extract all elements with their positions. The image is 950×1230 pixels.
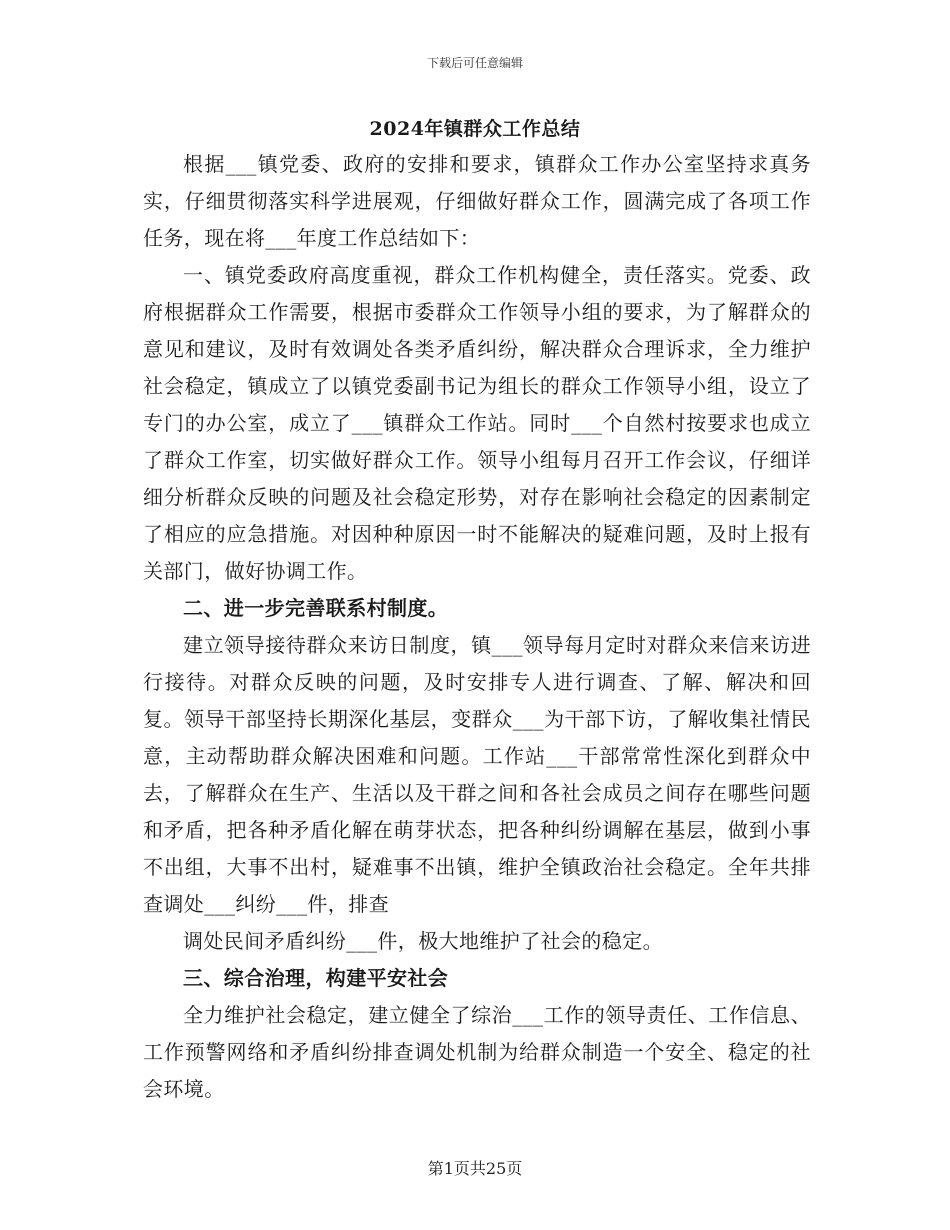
paragraph-section-1: 一、镇党委政府高度重视，群众工作机构健全，责任落实。党委、政府根据群众工作需要，根据市委群众工作领导小组的要求，为了解群众的意见和建议，及时有效调处各类矛盾纠纷，解决群众合理诉求，全力维护社会稳定，镇成立了以镇党委副书记为组长的群众工作领导小组，设立了专门的办公室，成立了___镇群众工作站。同时___个自然村按要求也成立了群众工作室，切实做好群众工作。领导小组每月召开工作会议，仔细详细分析群众反映的问题及社会稳定形势，对存在影响社会稳定的因素制定了相应的应急措施。对因种种原因一时不能解决的疑难问题，及时上报有关部门，做好协调工作。 xyxy=(143,263,811,583)
header-note: 下载后可任意编辑 xyxy=(426,56,523,70)
paragraph-section-2-cont: 调处民间矛盾纠纷___件，极大地维护了社会的稳定。 xyxy=(183,929,663,953)
document-body xyxy=(143,146,811,1108)
page-footer: 第1页共25页 xyxy=(427,1159,523,1178)
paragraph-intro: 根据___镇党委、政府的安排和要求，镇群众工作办公室坚持求真务实，仔细贯彻落实科学进展观，仔细做好群众工作，圆满完成了各项工作任务，现在将___年度工作总结如下： xyxy=(143,152,811,250)
section-heading-3: 三、综合治理，构建平安社会 xyxy=(183,966,449,990)
paragraph-section-3: 全力维护社会稳定，建立健全了综治___工作的领导责任、工作信息、工作预警网络和矛盾纠纷排查调处机制为给群众制造一个安全、稳定的社会环境。 xyxy=(143,1003,811,1101)
section-heading-2: 二、进一步完善联系村制度。 xyxy=(183,596,449,620)
paragraph-section-2: 建立领导接待群众来访日制度，镇___领导每月定时对群众来信来访进行接待。对群众反映的问题，及时安排专人进行调查、了解、解决和回复。领导干部坚持长期深化基层，变群众___为干部下访，了解收集社情民意，主动帮助群众解决困难和问题。工作站___干部常常性深化到群众中去，了解群众在生产、生活以及干群之间和各社会成员之间存在哪些问题和矛盾，把各种矛盾化解在萌芽状态，把各种纠纷调解在基层，做到小事不出组，大事不出村，疑难事不出镇，维护全镇政治社会稳定。全年共排查调处___纠纷___件，排查 xyxy=(143,633,811,916)
document-title: 2024年镇群众工作总结 xyxy=(369,118,581,140)
